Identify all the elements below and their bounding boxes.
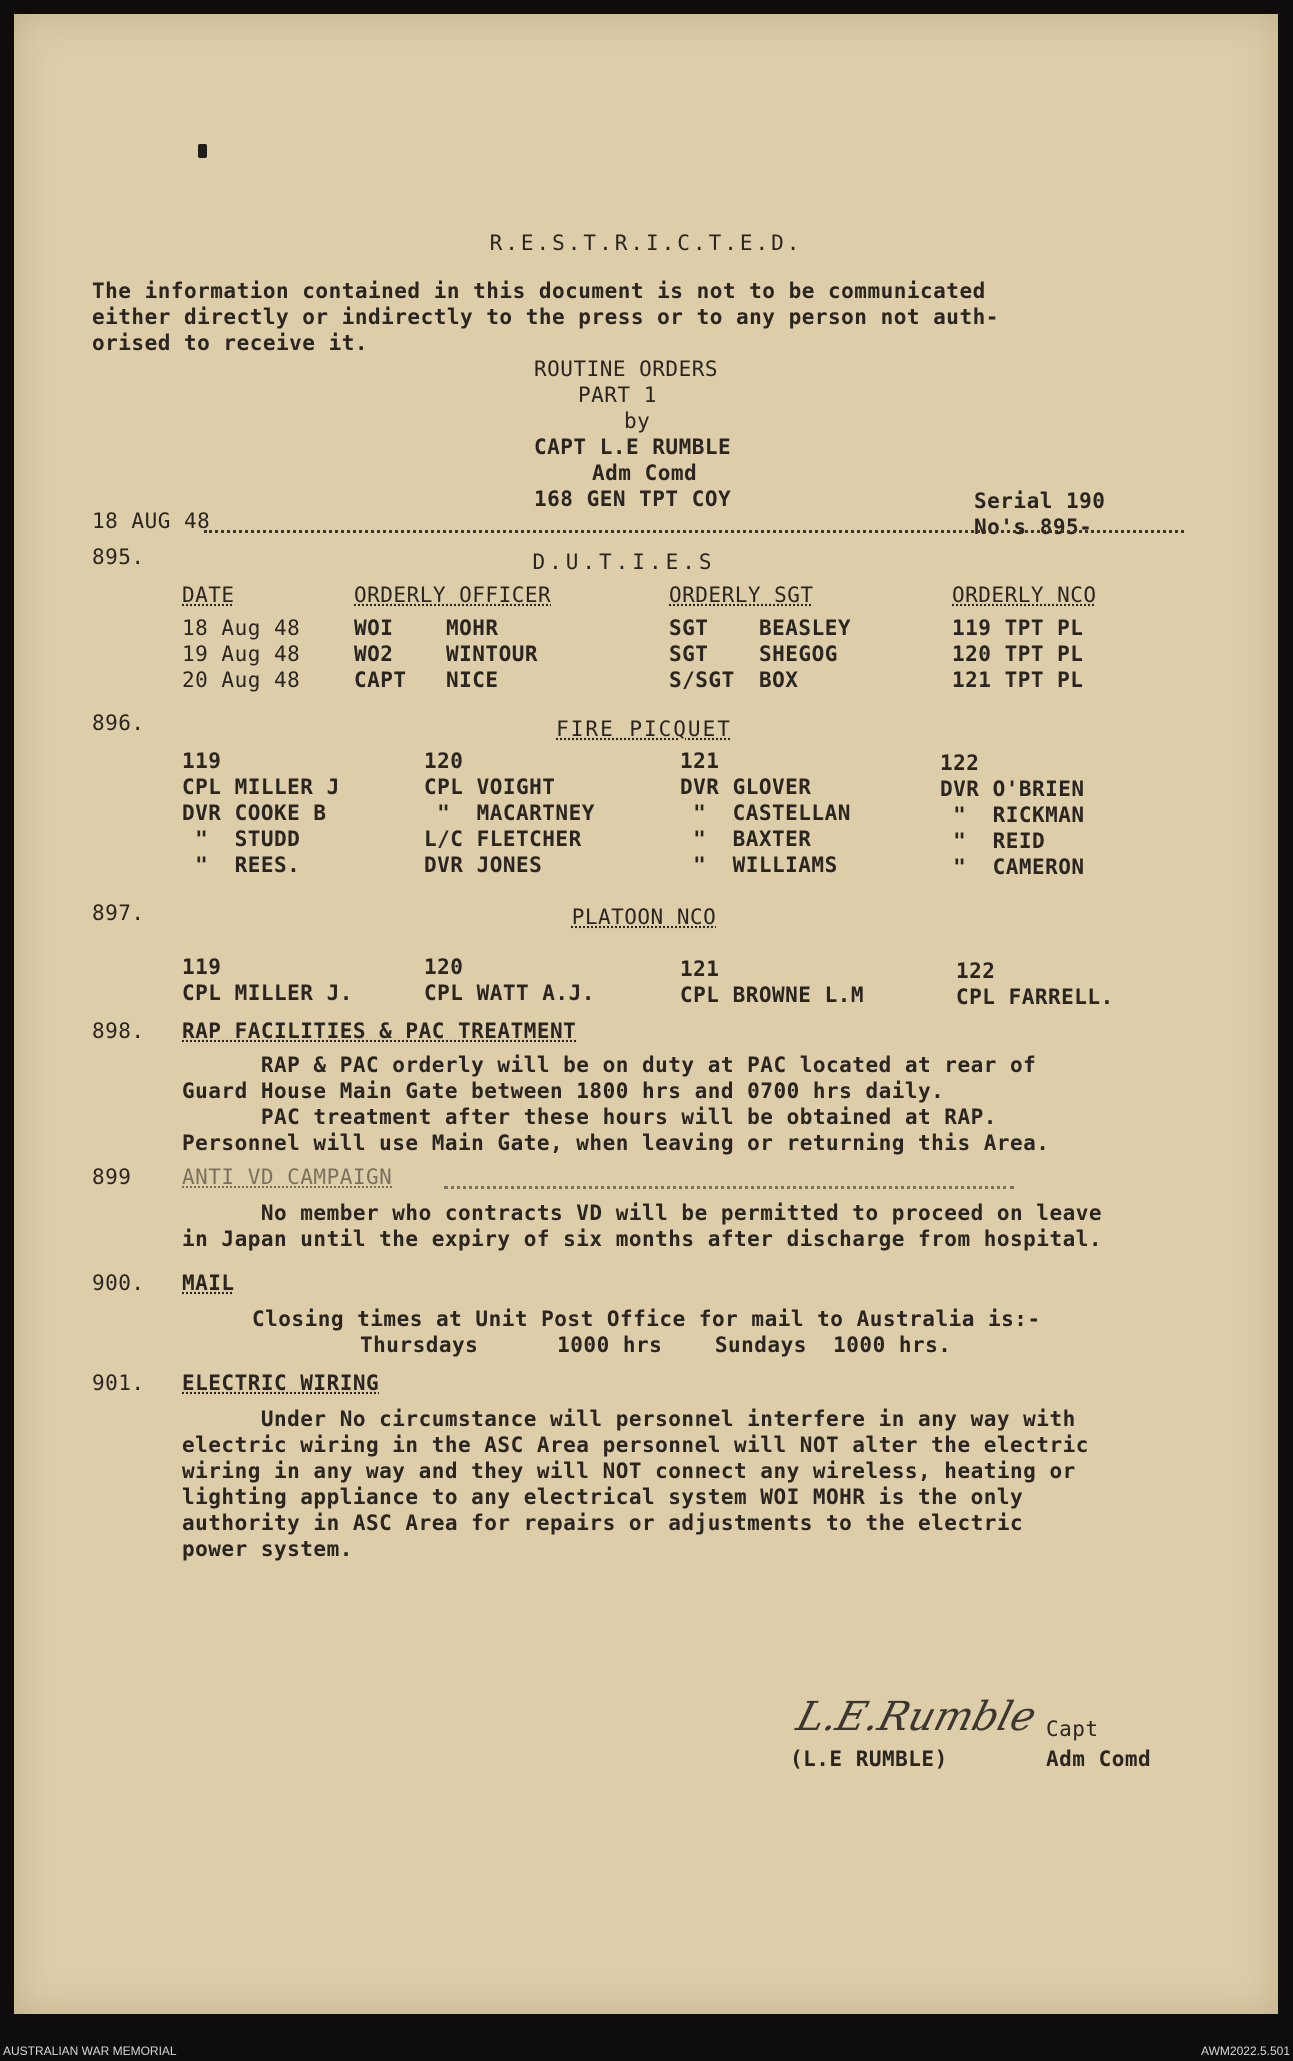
serial-number: Serial 190 [974, 489, 1106, 513]
title-role: Adm Comd [592, 461, 698, 485]
title-part: PART 1 [578, 383, 657, 407]
sgt-name: BEASLEY [759, 616, 852, 640]
title-unit: 168 GEN TPT COY [534, 487, 732, 511]
orderly-nco: 119 TPT PL [952, 616, 1084, 640]
wiring-line-1: Under No circumstance will personnel interfere in any way with [182, 1407, 1076, 1431]
orderly-nco: 121 TPT PL [952, 668, 1084, 692]
duties-header-date: DATE [182, 583, 235, 607]
duty-date: 20 Aug 48 [182, 668, 301, 692]
duties-header-officer: ORDERLY OFFICER [354, 583, 552, 607]
vd-line-1: No member who contracts VD will be permitted to proceed on leave [182, 1201, 1103, 1225]
section-895-number: 895. [92, 545, 145, 569]
sgt-name: BOX [759, 668, 799, 692]
picquet-member: DVR JONES [424, 853, 543, 877]
rap-line-3: PAC treatment after these hours will be obtained at RAP. [182, 1105, 997, 1129]
document-page [14, 14, 1278, 2014]
duty-date: 18 Aug 48 [182, 616, 301, 640]
platoon-nco-name: CPL WATT A.J. [424, 981, 595, 1005]
notice-line-1: The information contained in this document is not to be communicated [92, 279, 986, 303]
separator-dots [204, 530, 1184, 533]
wiring-line-6: power system. [182, 1537, 353, 1561]
section-900-number: 900. [92, 1271, 145, 1295]
vd-dots [444, 1186, 1014, 1189]
signature-capt: Capt [1046, 1717, 1099, 1741]
platoon-nco-name: CPL BROWNE L.M [680, 983, 865, 1007]
platoon-number: 122 [956, 959, 996, 983]
handwritten-signature: L.E.Rumble [791, 1694, 1042, 1740]
officer-rank: WOI [354, 616, 394, 640]
order-date: 18 AUG 48 [92, 509, 211, 533]
mail-line-2: Thursdays 1000 hrs Sundays 1000 hrs. [360, 1333, 952, 1357]
wiring-line-3: wiring in any way and they will NOT connect any wireless, heating or [182, 1459, 1076, 1483]
archive-credit: AUSTRALIAN WAR MEMORIAL [3, 2044, 177, 2058]
picquet-member: " CASTELLAN [680, 801, 851, 825]
duties-header-nco: ORDERLY NCO [952, 583, 1097, 607]
officer-name: MOHR [446, 616, 499, 640]
section-897-number: 897. [92, 901, 145, 925]
duty-date: 19 Aug 48 [182, 642, 301, 666]
sgt-rank: S/SGT [669, 668, 735, 692]
platoon-number: 119 [182, 749, 222, 773]
signature-name: (L.E RUMBLE) [790, 1747, 948, 1771]
picquet-member: CPL VOIGHT [424, 775, 556, 799]
wiring-title: ELECTRIC WIRING [182, 1371, 380, 1395]
platoon-nco-name: CPL FARRELL. [956, 985, 1114, 1009]
sgt-rank: SGT [669, 642, 709, 666]
platoon-number: 120 [424, 955, 464, 979]
picquet-member: " BAXTER [680, 827, 812, 851]
duties-header-sgt: ORDERLY SGT [669, 583, 814, 607]
sgt-name: SHEGOG [759, 642, 838, 666]
rap-line-2: Guard House Main Gate between 1800 hrs and 0700 hrs daily. [182, 1079, 945, 1103]
orderly-nco: 120 TPT PL [952, 642, 1084, 666]
picquet-member: " WILLIAMS [680, 853, 838, 877]
officer-name: WINTOUR [446, 642, 539, 666]
mail-line-1: Closing times at Unit Post Office for mail to Australia is:- [252, 1307, 1041, 1331]
vd-title: ANTI VD CAMPAIGN [182, 1165, 393, 1189]
platoon-number: 121 [680, 749, 720, 773]
vd-line-2: in Japan until the expiry of six months after discharge from hospital. [182, 1227, 1103, 1251]
rap-title: RAP FACILITIES & PAC TREATMENT [182, 1019, 577, 1043]
wiring-line-2: electric wiring in the ASC Area personnel will NOT alter the electric [182, 1433, 1089, 1457]
section-898-number: 898. [92, 1019, 145, 1043]
notice-line-3: orised to receive it. [92, 331, 369, 355]
picquet-member: DVR GLOVER [680, 775, 812, 799]
title-by: by [624, 409, 651, 433]
picquet-member: CPL MILLER J [182, 775, 340, 799]
section-896-number: 896. [92, 711, 145, 735]
routine-orders [14, 14, 1278, 2014]
platoon-nco-name: CPL MILLER J. [182, 981, 353, 1005]
fire-picquet-title: FIRE PICQUET [556, 717, 732, 741]
picquet-member: " MACARTNEY [424, 801, 595, 825]
archive-reference: AWM2022.5.501 [1201, 2044, 1290, 2058]
platoon-number: 121 [680, 957, 720, 981]
order-numbers: No's 895- [974, 515, 1093, 539]
title-commander: CAPT L.E RUMBLE [534, 435, 732, 459]
rap-line-4: Personnel will use Main Gate, when leaving or returning this Area. [182, 1131, 1050, 1155]
picquet-member: " STUDD [182, 827, 301, 851]
platoon-number: 119 [182, 955, 222, 979]
picquet-member: DVR COOKE B [182, 801, 327, 825]
section-901-number: 901. [92, 1371, 145, 1395]
picquet-member: " CAMERON [940, 855, 1085, 879]
section-899-number: 899 [92, 1165, 132, 1189]
rap-line-1: RAP & PAC orderly will be on duty at PAC located at rear of [182, 1053, 1037, 1077]
picquet-member: DVR O'BRIEN [940, 777, 1085, 801]
officer-rank: CAPT [354, 668, 407, 692]
officer-rank: WO2 [354, 642, 394, 666]
picquet-member: " RICKMAN [940, 803, 1085, 827]
picquet-member: " REES. [182, 853, 301, 877]
wiring-line-5: authority in ASC Area for repairs or adjustments to the electric [182, 1511, 1024, 1535]
platoon-number: 120 [424, 749, 464, 773]
mail-title: MAIL [182, 1271, 235, 1295]
signature-role: Adm Comd [1046, 1747, 1152, 1771]
restricted-heading: R.E.S.T.R.I.C.T.E.D. [489, 231, 803, 255]
platoon-nco-title: PLATOON NCO [571, 905, 717, 929]
platoon-number: 122 [940, 751, 980, 775]
officer-name: NICE [446, 668, 499, 692]
picquet-member: " REID [940, 829, 1046, 853]
sgt-rank: SGT [669, 616, 709, 640]
wiring-line-4: lighting appliance to any electrical system WOI MOHR is the only [182, 1485, 1024, 1509]
notice-line-2: either directly or indirectly to the press or to any person not auth- [92, 305, 999, 329]
title-routine-orders: ROUTINE ORDERS [534, 357, 719, 381]
duties-title: D.U.T.I.E.S [532, 550, 716, 574]
picquet-member: L/C FLETCHER [424, 827, 582, 851]
